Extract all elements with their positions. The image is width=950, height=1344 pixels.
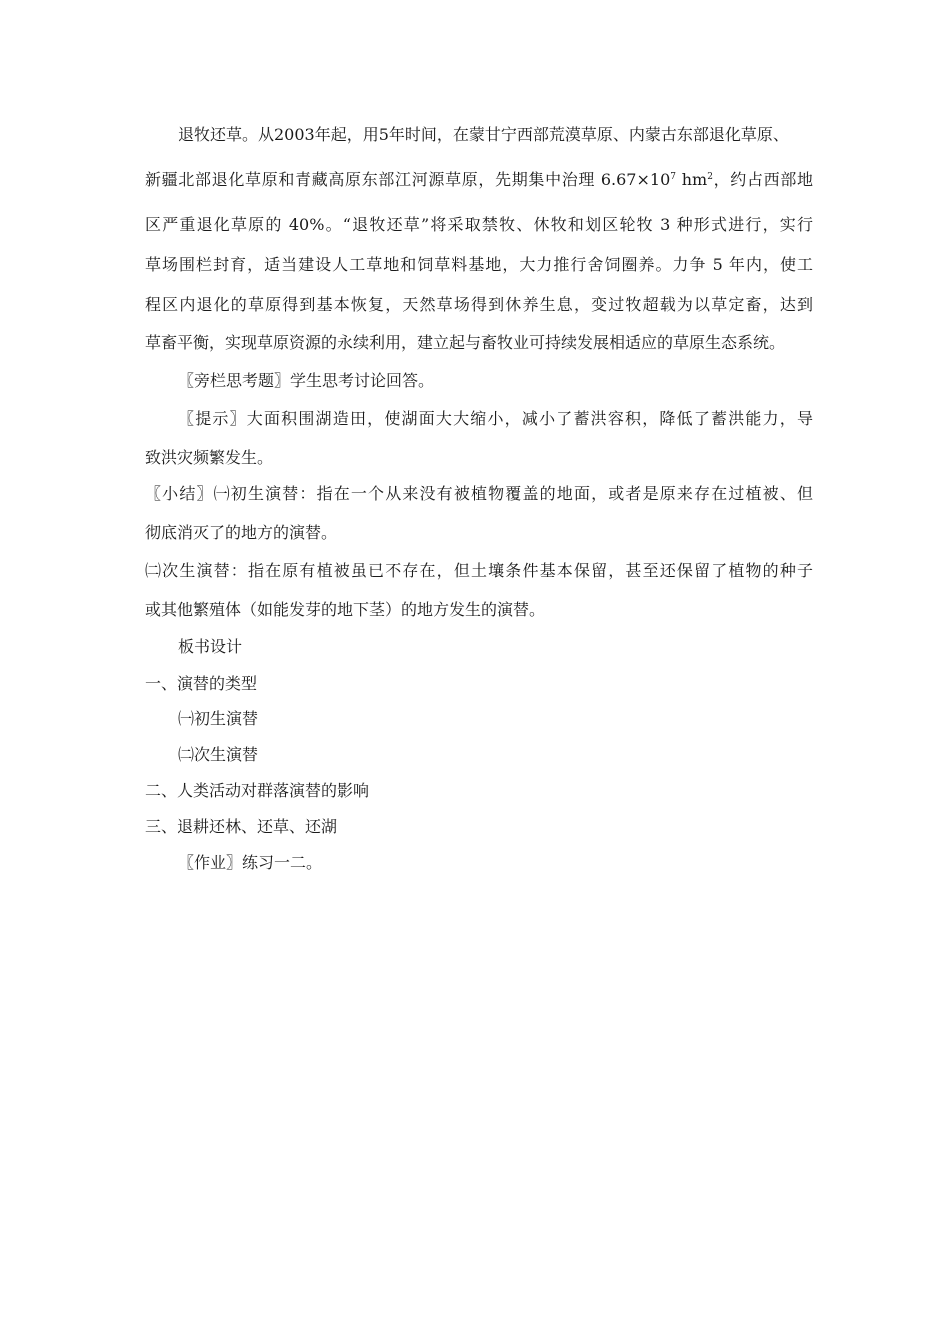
board-title: 板书设计 [178, 637, 243, 656]
paragraph-line: 草场围栏封育，适当建设人工草地和饲草料基地，大力推行舍饲圈养。力争 5 年内，使工 [145, 255, 813, 274]
board-subitem: ㈠初生演替 [178, 709, 259, 728]
unit-text: hm [676, 170, 708, 189]
board-subitem: ㈡次生演替 [178, 745, 259, 764]
paragraph-line: 草畜平衡，实现草原资源的永续利用，建立起与畜牧业可持续发展相适应的草原生态系统。 [145, 333, 786, 352]
summary-line: 〖小结〗㈠初生演替：指在一个从来没有被植物覆盖的地面，或者是原来存在过植被、但 [145, 484, 813, 503]
paragraph-line: 程区内退化的草原得到基本恢复，天然草场得到休养生息，变过牧超载为以草定畜，达到 [145, 295, 813, 314]
board-item: 一、演替的类型 [145, 674, 258, 693]
exponent: 7 [670, 172, 676, 182]
paragraph-text: ，约占西部地 [712, 170, 813, 189]
paragraph-line: 退牧还草。从2003年起，用5年时间，在蒙甘宁西部荒漠草原、内蒙古东部退化草原、 [178, 125, 789, 144]
board-item: 二、人类活动对群落演替的影响 [145, 781, 370, 800]
hint-line: 〖提示〗大面积围湖造田，使湖面大大缩小，减小了蓄洪容积，降低了蓄洪能力，导 [178, 409, 813, 428]
summary-line: 彻底消灭了的地方的演替。 [145, 523, 338, 542]
summary-line: ㈡次生演替：指在原有植被虽已不存在，但土壤条件基本保留，甚至还保留了植物的种子 [145, 561, 813, 580]
hint-line: 致洪灾频繁发生。 [145, 448, 274, 467]
board-item: 三、退耕还林、还草、还湖 [145, 817, 338, 836]
paragraph-line [145, 170, 813, 190]
paragraph-text: 新疆北部退化草原和青藏高原东部江河源草原，先期集中治理 6.67×10 [145, 170, 671, 189]
homework: 〖作业〗练习一二。 [178, 853, 323, 872]
exponent: 2 [707, 172, 713, 182]
sidebar-question: 〖旁栏思考题〗学生思考讨论回答。 [178, 371, 435, 390]
paragraph-line: 区严重退化草原的 40%。“退牧还草”将采取禁牧、休牧和划区轮牧 3 种形式进行，实行 [145, 215, 813, 234]
summary-line: 或其他繁殖体（如能发芽的地下茎）的地方发生的演替。 [145, 600, 546, 619]
